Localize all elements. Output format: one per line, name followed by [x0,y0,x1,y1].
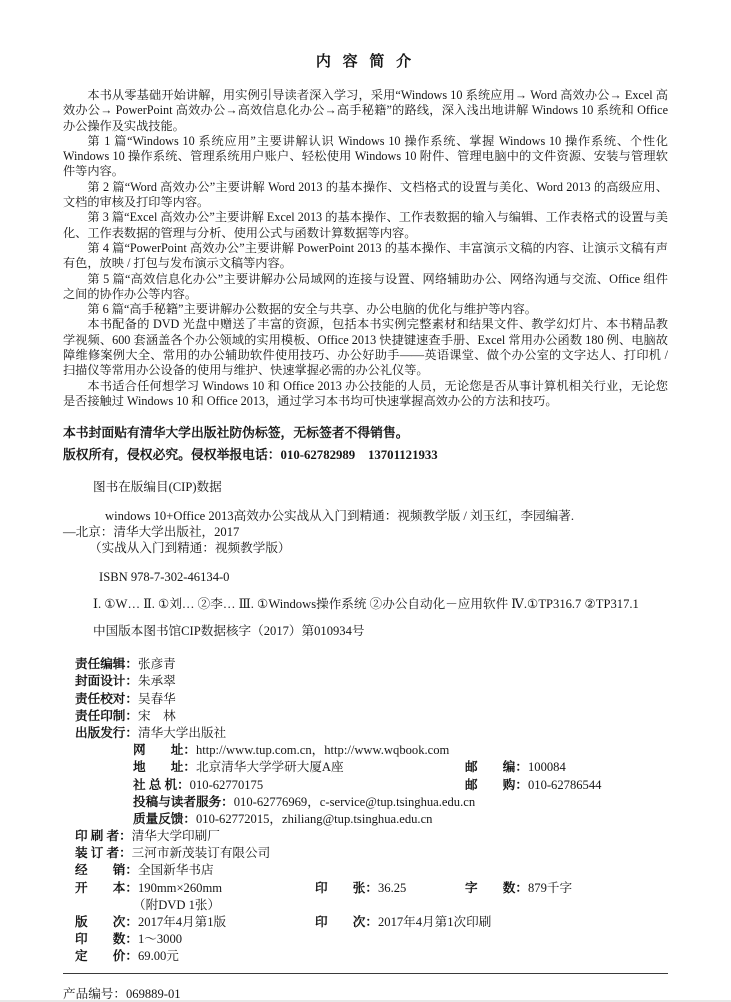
cover-design-label: 封面设计： [75,674,138,689]
summary-paragraph: 第 4 篇“PowerPoint 高效办公”主要讲解 PowerPoint 2013 的基本操作、丰富演示文稿的内容、让演示文稿有声有色，放映 / 打包与发布演示文稿等内容。 [63,240,668,271]
sheets-field [315,877,406,896]
summary-paragraph: 第 5 篇“高效信息化办公”主要讲解办公局域网的连接与设置、网络辅助办公、网络沟通与交流、Office 组件之间的协作办公等内容。 [63,271,668,301]
product-code-label: 产品编号： [63,986,126,1001]
cip-section [63,479,668,639]
printer-label: 印 刷 者： [75,829,132,844]
product-code-field [63,983,668,1002]
colophon-row [75,928,668,945]
summary-paragraph: 第 1 篇“Windows 10 系统应用”主要讲解认识 Windows 10 操作系统、掌握 Windows 10 操作系统、个性化 Windows 10 操作系统、管理系统用户账户、轻松使用 Windows 10 附件、管理电脑中的文件资源、安装与管理软件等内容。 [63,133,668,179]
summary-paragraph: 第 2 篇“Word 高效办公”主要讲解 Word 2013 的基本操作、文档格式的设置与美化、Word 2013 的高级应用、文档的审核及打印等内容。 [63,179,668,210]
colophon-row [75,688,668,705]
colophon-row [75,859,668,876]
cip-series: （实战从入门到精通：视频教学版） [89,541,291,556]
sheets-label: 印 张： [315,880,378,895]
reader-service-field [133,791,475,810]
word-count-field [465,877,572,896]
cip-record-line2: —北京：清华大学出版社，2017 [63,525,240,540]
postcode-field [465,756,566,775]
distributor-label: 经 销： [75,863,138,878]
colophon-row [75,808,668,825]
switchboard-label: 社 总 机： [133,777,190,792]
anti-piracy-notice [63,422,668,466]
edition-field [75,911,226,930]
impression-label: 印 次： [315,915,378,930]
proofreader-field [75,688,176,707]
editor-label: 责任编辑： [75,657,138,672]
website-value: http://www.tup.com.cn，http://www.wqbook.com [195,743,450,758]
mail-order-label: 邮 购： [465,777,528,792]
price-field [75,945,179,964]
publisher-field [75,722,226,741]
colophon-row [75,774,668,791]
cip-classification: Ⅰ. ①W… Ⅱ. ①刘… ②李… Ⅲ. ①Windows操作系统 ②办公自动化－应用软件 Ⅳ.①TP316.7 ②TP317.1 [93,597,639,612]
footer-divider [63,973,668,974]
proofreader-label: 责任校对： [75,691,138,706]
website-label: 网 址： [133,743,196,758]
cip-heading: 图书在版编目(CIP)数据 [93,480,222,495]
quality-feedback-value: 010-62772015，zhiliang@tup.tsinghua.edu.cn [195,811,433,826]
summary-paragraph: 第 3 篇“Excel 高效办公”主要讲解 Excel 2013 的基本操作、工作表数据的输入与编辑、工作表格式的设置与美化、工作表数据的管理与分析、使用公式与函数计算数据等内容。 [63,210,668,240]
cip-registry-number: 中国版本图书馆CIP数据核字（2017）第010934号 [93,624,365,639]
isbn: ISBN 978-7-302-46134-0 [99,570,230,585]
format-field [75,877,222,896]
address-value: 北京清华大学学研大厦A座 [195,760,344,775]
proofreader-value: 吴春华 [137,691,176,706]
colophon-row [75,825,668,842]
editor-field [75,653,176,672]
binder-field [75,842,270,861]
colophon-section [75,653,668,962]
publisher-value: 清华大学出版社 [137,725,227,740]
colophon-row [75,877,668,894]
page-title: 内 容 简 介 [315,54,416,70]
anti-piracy-line: 本书封面贴有清华大学出版社防伪标签，无标签者不得销售。 [63,426,409,441]
sheets-value: 36.25 [377,880,407,895]
print-supervisor-field [75,705,176,724]
reader-service-value: 010-62776969，c-service@tup.tsinghua.edu.cn [233,794,476,809]
colophon-row [75,756,668,773]
website-field [133,739,449,758]
colophon-row [75,705,668,722]
product-code-value: 069889-01 [125,986,181,1001]
word-count-value: 879千字 [527,880,573,895]
colophon-row [75,670,668,687]
switchboard-field [133,774,263,793]
binder-value: 三河市新茂装订有限公司 [131,846,271,861]
copyright-hotline-line: 版权所有，侵权必究。侵权举报电话：010-62782989 13701121933 [63,448,438,463]
publisher-label: 出版发行： [75,725,138,740]
colophon-row [75,653,668,670]
printer-value: 清华大学印刷厂 [131,829,220,844]
colophon-row [75,739,668,756]
cip-record-line1: windows 10+Office 2013高效办公实战从入门到精通：视频教学版 / 刘玉红，李园编著. [105,509,574,524]
summary-paragraph: 本书适合任何想学习 Windows 10 和 Office 2013 办公技能的人员，无论您是否从事计算机相关行业，无论您是否接触过 Windows 10 和 Office 2013，通过学习本书均可快速掌握高效办公的方法和技巧。 [63,378,668,408]
format-value: 190mm×260mm [137,880,223,895]
cover-design-value: 朱承翠 [137,674,176,689]
edition-value: 2017年4月第1版 [137,915,227,930]
colophon-row [75,911,668,928]
colophon-row [75,791,668,808]
postcode-label: 邮 编： [465,760,528,775]
quality-feedback-label: 质量反馈： [133,811,196,826]
colophon-row [75,842,668,859]
distributor-field [75,859,214,878]
binder-label: 装 订 者： [75,846,132,861]
cover-design-field [75,670,176,689]
summary-paragraph: 本书从零基础开始讲解，用实例引导读者深入学习，采用“Windows 10 系统应用→ Word 高效办公→ Excel 高效办公→ PowerPoint 高效办公→高效信息化办公→高手秘籍”的路线，深入浅出地讲解 Windows 10 系统和 Office 办公操作及实战技能。 [63,88,668,133]
format-note: （附DVD 1张） [133,897,221,912]
mail-order-value: 010-62786544 [527,777,602,792]
print-run-field [75,928,182,947]
price-value: 69.00元 [137,949,179,964]
quality-feedback-field [133,808,432,827]
mail-order-field [465,774,601,793]
address-label: 地 址： [133,760,196,775]
colophon-row [75,945,668,962]
switchboard-value: 010-62770175 [189,777,264,792]
distributor-value: 全国新华书店 [137,863,214,878]
impression-value: 2017年4月第1次印刷 [377,915,492,930]
colophon-row [75,894,668,911]
word-count-label: 字 数： [465,880,528,895]
editor-value: 张彦青 [137,657,176,672]
print-run-label: 印 数： [75,932,138,947]
summary-paragraph: 第 6 篇“高手秘籍”主要讲解办公数据的安全与共享、办公电脑的优化与维护等内容。 [87,302,537,317]
postcode-value: 100084 [527,760,566,775]
price-label: 定 价： [75,949,138,964]
reader-service-label: 投稿与读者服务： [133,794,234,809]
print-supervisor-label: 责任印制： [75,708,138,723]
summary-paragraph: 本书配备的 DVD 光盘中赠送了丰富的资源，包括本书实例完整素材和结果文件、教学幻灯片、本书精品教学视频、600 套涵盖各个办公领域的实用模板、Office 2013 快捷键速查手册、Excel 常用办公函数 180 例、电脑故障维修案例大全、常用的办公辅助软件使用技巧、办公好助手——英语课堂、做个办公室的文字达人、打印机 / 扫描仪等常用办公设备的使用与维护、快速掌握必需的办公礼仪等。 [63,317,668,378]
print-supervisor-value: 宋 林 [137,708,176,723]
format-label: 开 本： [75,880,138,895]
edition-label: 版 次： [75,915,138,930]
print-run-value: 1～3000 [137,932,183,947]
printer-field [75,825,220,844]
content-summary-section [63,88,668,409]
impression-field [315,911,491,930]
colophon-row [75,722,668,739]
address-field [133,756,344,775]
